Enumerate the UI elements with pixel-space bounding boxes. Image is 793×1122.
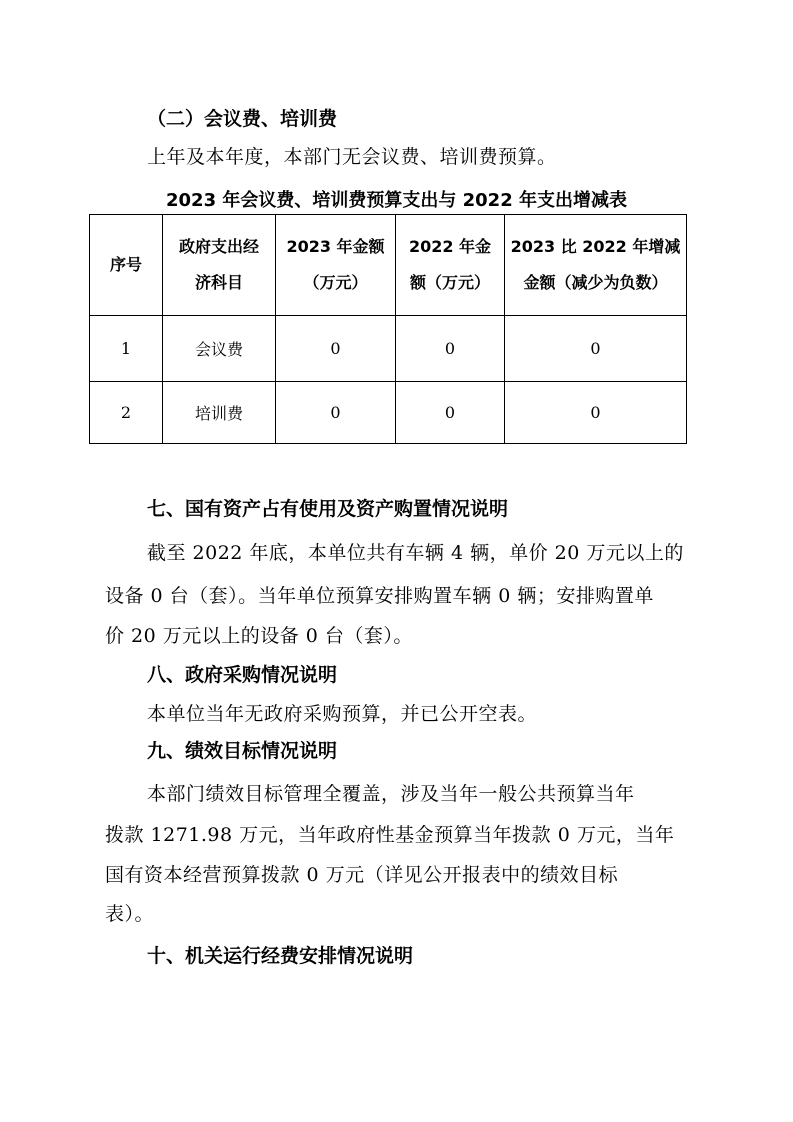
table-row bbox=[90, 316, 687, 382]
header-change: 2023 比 2022 年增减 金额（减少为负数） bbox=[505, 215, 687, 316]
section9-heading: 九、绩效目标情况说明 bbox=[147, 740, 338, 762]
section7-line: 截至 2022 年底，本单位共有车辆 4 辆，单价 20 万元以上的 bbox=[147, 542, 684, 564]
section8-heading: 八、政府采购情况说明 bbox=[147, 664, 338, 686]
header-index: 序号 bbox=[90, 215, 163, 316]
budget-table bbox=[89, 214, 687, 444]
header-subject: 政府支出经 济科目 bbox=[163, 215, 276, 316]
section9-line: 国有资本经营预算拨款 0 万元（详见公开报表中的绩效目标 bbox=[105, 864, 619, 886]
section7-line: 价 20 万元以上的设备 0 台（套）。 bbox=[105, 625, 413, 647]
header-2023-amount: 2023 年金额 （万元） bbox=[276, 215, 396, 316]
cell-index: 2 bbox=[90, 382, 163, 444]
section-meeting-text: 上年及本年度，本部门无会议费、培训费预算。 bbox=[147, 146, 557, 168]
section9-line: 本部门绩效目标管理全覆盖，涉及当年一般公共预算当年 bbox=[147, 783, 635, 805]
section7-heading: 七、国有资产占有使用及资产购置情况说明 bbox=[147, 498, 509, 520]
cell-change: 0 bbox=[505, 382, 687, 444]
cell-index: 1 bbox=[90, 316, 163, 382]
section9-line: 拨款 1271.98 万元，当年政府性基金预算当年拨款 0 万元，当年 bbox=[105, 824, 675, 846]
table-title: 2023 年会议费、培训费预算支出与 2022 年支出增减表 bbox=[166, 190, 627, 211]
cell-2022-amount: 0 bbox=[396, 316, 505, 382]
section-meeting-heading: （二）会议费、培训费 bbox=[147, 108, 338, 130]
cell-2023-amount: 0 bbox=[276, 382, 396, 444]
cell-subject: 会议费 bbox=[163, 316, 276, 382]
header-2022-amount: 2022 年金 额（万元） bbox=[396, 215, 505, 316]
table-header-row bbox=[90, 215, 687, 316]
cell-change: 0 bbox=[505, 316, 687, 382]
cell-2022-amount: 0 bbox=[396, 382, 505, 444]
cell-subject: 培训费 bbox=[163, 382, 276, 444]
section10-heading: 十、机关运行经费安排情况说明 bbox=[147, 945, 414, 967]
table-row bbox=[90, 382, 687, 444]
section8-text: 本单位当年无政府采购预算，并已公开空表。 bbox=[147, 703, 538, 725]
section9-line: 表）。 bbox=[105, 903, 155, 925]
section7-line: 设备 0 台（套）。当年单位预算安排购置车辆 0 辆；安排购置单 bbox=[105, 585, 654, 607]
cell-2023-amount: 0 bbox=[276, 316, 396, 382]
